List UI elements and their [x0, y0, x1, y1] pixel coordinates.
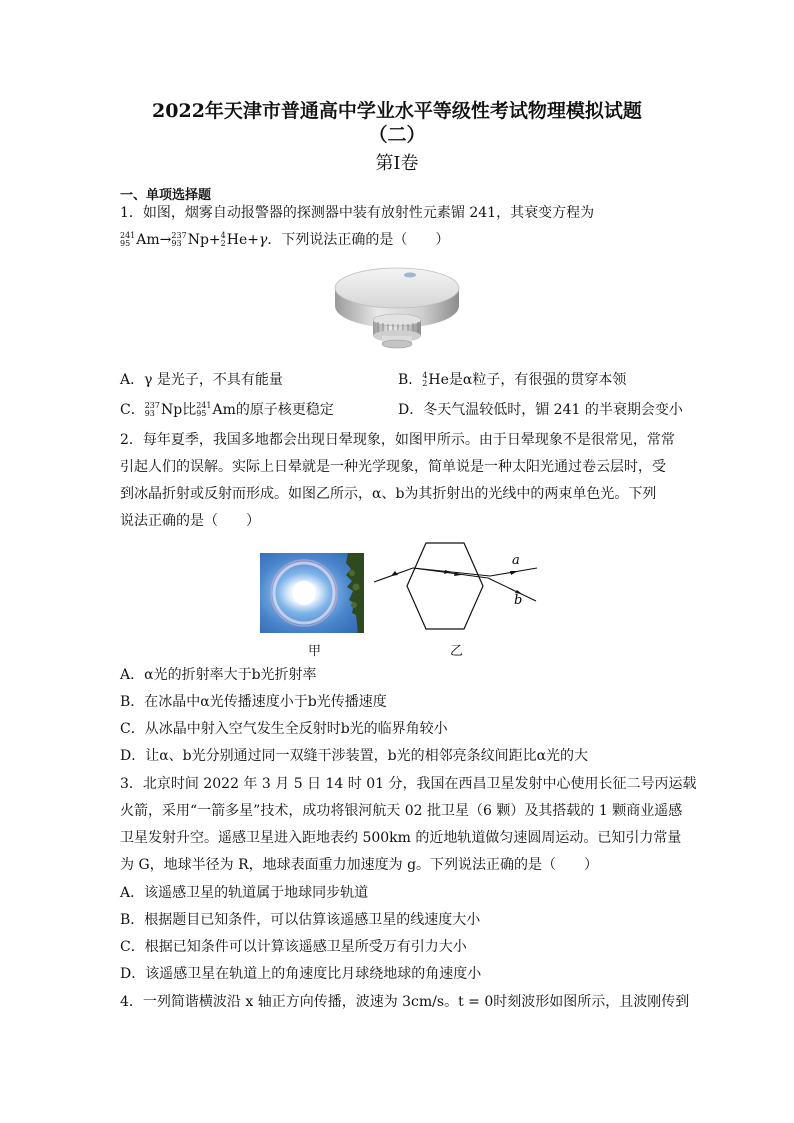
am-nuclide: 241 95 Am	[120, 231, 160, 248]
figure-caption-jia: 甲	[308, 644, 322, 659]
q3-stem-line4: 为 G，地球半径为 R，地球表面重力加速度为 g。下列说法正确的是（ ）	[120, 857, 599, 873]
q1-equation-line	[120, 231, 449, 249]
ray-b-label: b	[514, 593, 523, 608]
he-nuclide: 4 2 He+	[220, 231, 259, 248]
q1-option-a: A．γ 是光子，不具有能量	[120, 372, 283, 388]
q2-stem-line2: 引起人们的误解。实际上日晕就是一种光学现象，简单说是一种太阳光通过卷云层时，受	[120, 459, 666, 475]
sun-halo-photo	[260, 553, 364, 633]
q2-option-a: A．α光的折射率大于b光折射率	[120, 667, 317, 683]
q1-stem-line1: 1．如图，烟雾自动报警器的探测器中装有放射性元素镅 241，其衰变方程为	[120, 205, 595, 221]
ray-a-label: a	[512, 553, 520, 568]
q2-option-b: B．在冰晶中α光传播速度小于b光传播速度	[120, 694, 387, 710]
q3-option-a: A．该遥感卫星的轨道属于地球同步轨道	[120, 885, 369, 901]
q4-stem-line1: 4．一列简谐横波沿 x 轴正方向传播，波速为 3cm/s。t = 0时刻波形如图所示，且波刚传到	[120, 994, 690, 1010]
exam-title-part: （二）	[368, 124, 426, 146]
q3-stem-line2: 火箭，采用“一箭多星”技术，成功将银河航天 02 批卫星（6 颗）及其搭载的 1 颗商业遥感	[120, 803, 683, 819]
gamma-symbol: γ	[258, 232, 268, 248]
smoke-detector-figure	[330, 262, 464, 362]
q3-option-b: B．根据题目已知条件，可以估算该遥感卫星的线速度大小	[120, 912, 481, 928]
volume-heading: 第Ⅰ卷	[375, 153, 419, 174]
figure-caption-yi: 乙	[450, 644, 464, 659]
exam-title: 2022年天津市普通高中学业水平等级性考试物理模拟试题	[152, 100, 642, 122]
arrow: →	[159, 232, 172, 248]
q3-stem-line3: 卫星发射升空。遥感卫星进入距地表约 500km 的近地轨道做匀速圆周运动。已知引力常量	[120, 830, 682, 846]
hexagon-prism-diagram	[370, 540, 545, 636]
q2-stem-line4: 说法正确的是（ ）	[120, 513, 260, 529]
q1-option-d: D．冬天气温较低时，镅 241 的半衰期会变小	[398, 402, 683, 418]
q1-option-b: B． 4 2 He是α粒子，有很强的贯穿本领	[398, 371, 627, 388]
q2-option-c: C．从冰晶中射入空气发生全反射时b光的临界角较小	[120, 721, 448, 737]
q1-option-c: C． 237 93 Np比 241 95 Am的原子核更稳定	[120, 401, 334, 418]
q3-option-d: D．该遥感卫星在轨道上的角速度比月球绕地球的角速度小	[120, 966, 482, 982]
q3-stem-line1: 3．北京时间 2022 年 3 月 5 日 14 时 01 分，我国在西昌卫星发射中心使用长征二号丙运载	[120, 776, 697, 792]
q1-stem-tail: ．下列说法正确的是（ ）	[267, 232, 450, 248]
section-heading: 一、单项选择题	[120, 188, 212, 203]
q2-stem-line3: 到冰晶折射或反射而形成。如图乙所示，α、b为其折射出的光线中的两束单色光。下列	[120, 486, 657, 502]
np-nuclide: 237 93 Np+	[171, 231, 221, 248]
q2-stem-line1: 2．每年夏季，我国多地都会出现日晕现象，如图甲所示。由于日晕现象不是很常见，常常	[120, 432, 675, 448]
q3-option-c: C．根据已知条件可以计算该遥感卫星所受万有引力大小	[120, 939, 467, 955]
q2-option-d: D．让α、b光分别通过同一双缝干涉装置，b光的相邻亮条纹间距比α光的大	[120, 748, 589, 764]
